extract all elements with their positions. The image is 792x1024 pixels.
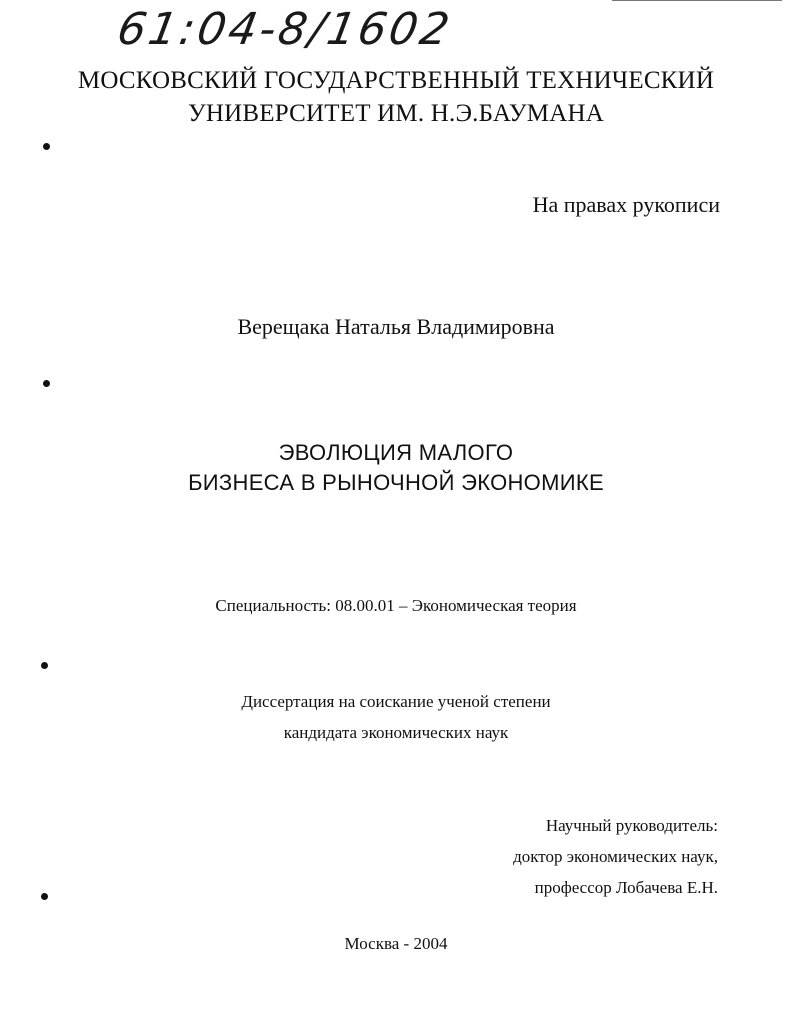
binding-hole-dot [41, 893, 48, 900]
dissertation-line-1: Диссертация на соискание ученой степени [241, 692, 551, 711]
binding-hole-dot [43, 143, 50, 150]
supervisor-degree: доктор экономических наук, [513, 847, 718, 866]
author-name: Верещака Наталья Владимировна [237, 314, 555, 339]
binding-hole-dot [43, 380, 50, 387]
scan-edge-line [612, 0, 782, 1]
specialty-line: Специальность: 08.00.01 – Экономическая теория [215, 596, 577, 615]
handwritten-archive-code: 61:04-8/1602 [113, 4, 456, 55]
thesis-title-line-2: БИЗНЕСА В РЫНОЧНОЙ ЭКОНОМИКЕ [188, 470, 604, 495]
dissertation-line-2: кандидата экономических наук [283, 723, 509, 742]
institution-line-2: УНИВЕРСИТЕТ ИМ. Н.Э.БАУМАНА [188, 100, 604, 127]
thesis-title-line-1: ЭВОЛЮЦИЯ МАЛОГО [278, 440, 514, 465]
city-year: Москва - 2004 [344, 934, 448, 953]
binding-hole-dot [41, 662, 48, 669]
rights-notice: На правах рукописи [532, 192, 720, 217]
supervisor-label: Научный руководитель: [545, 816, 718, 835]
institution-line-1: МОСКОВСКИЙ ГОСУДАРСТВЕННЫЙ ТЕХНИЧЕСКИЙ [77, 67, 715, 94]
supervisor-name: профессор Лобачева Е.Н. [534, 878, 718, 897]
